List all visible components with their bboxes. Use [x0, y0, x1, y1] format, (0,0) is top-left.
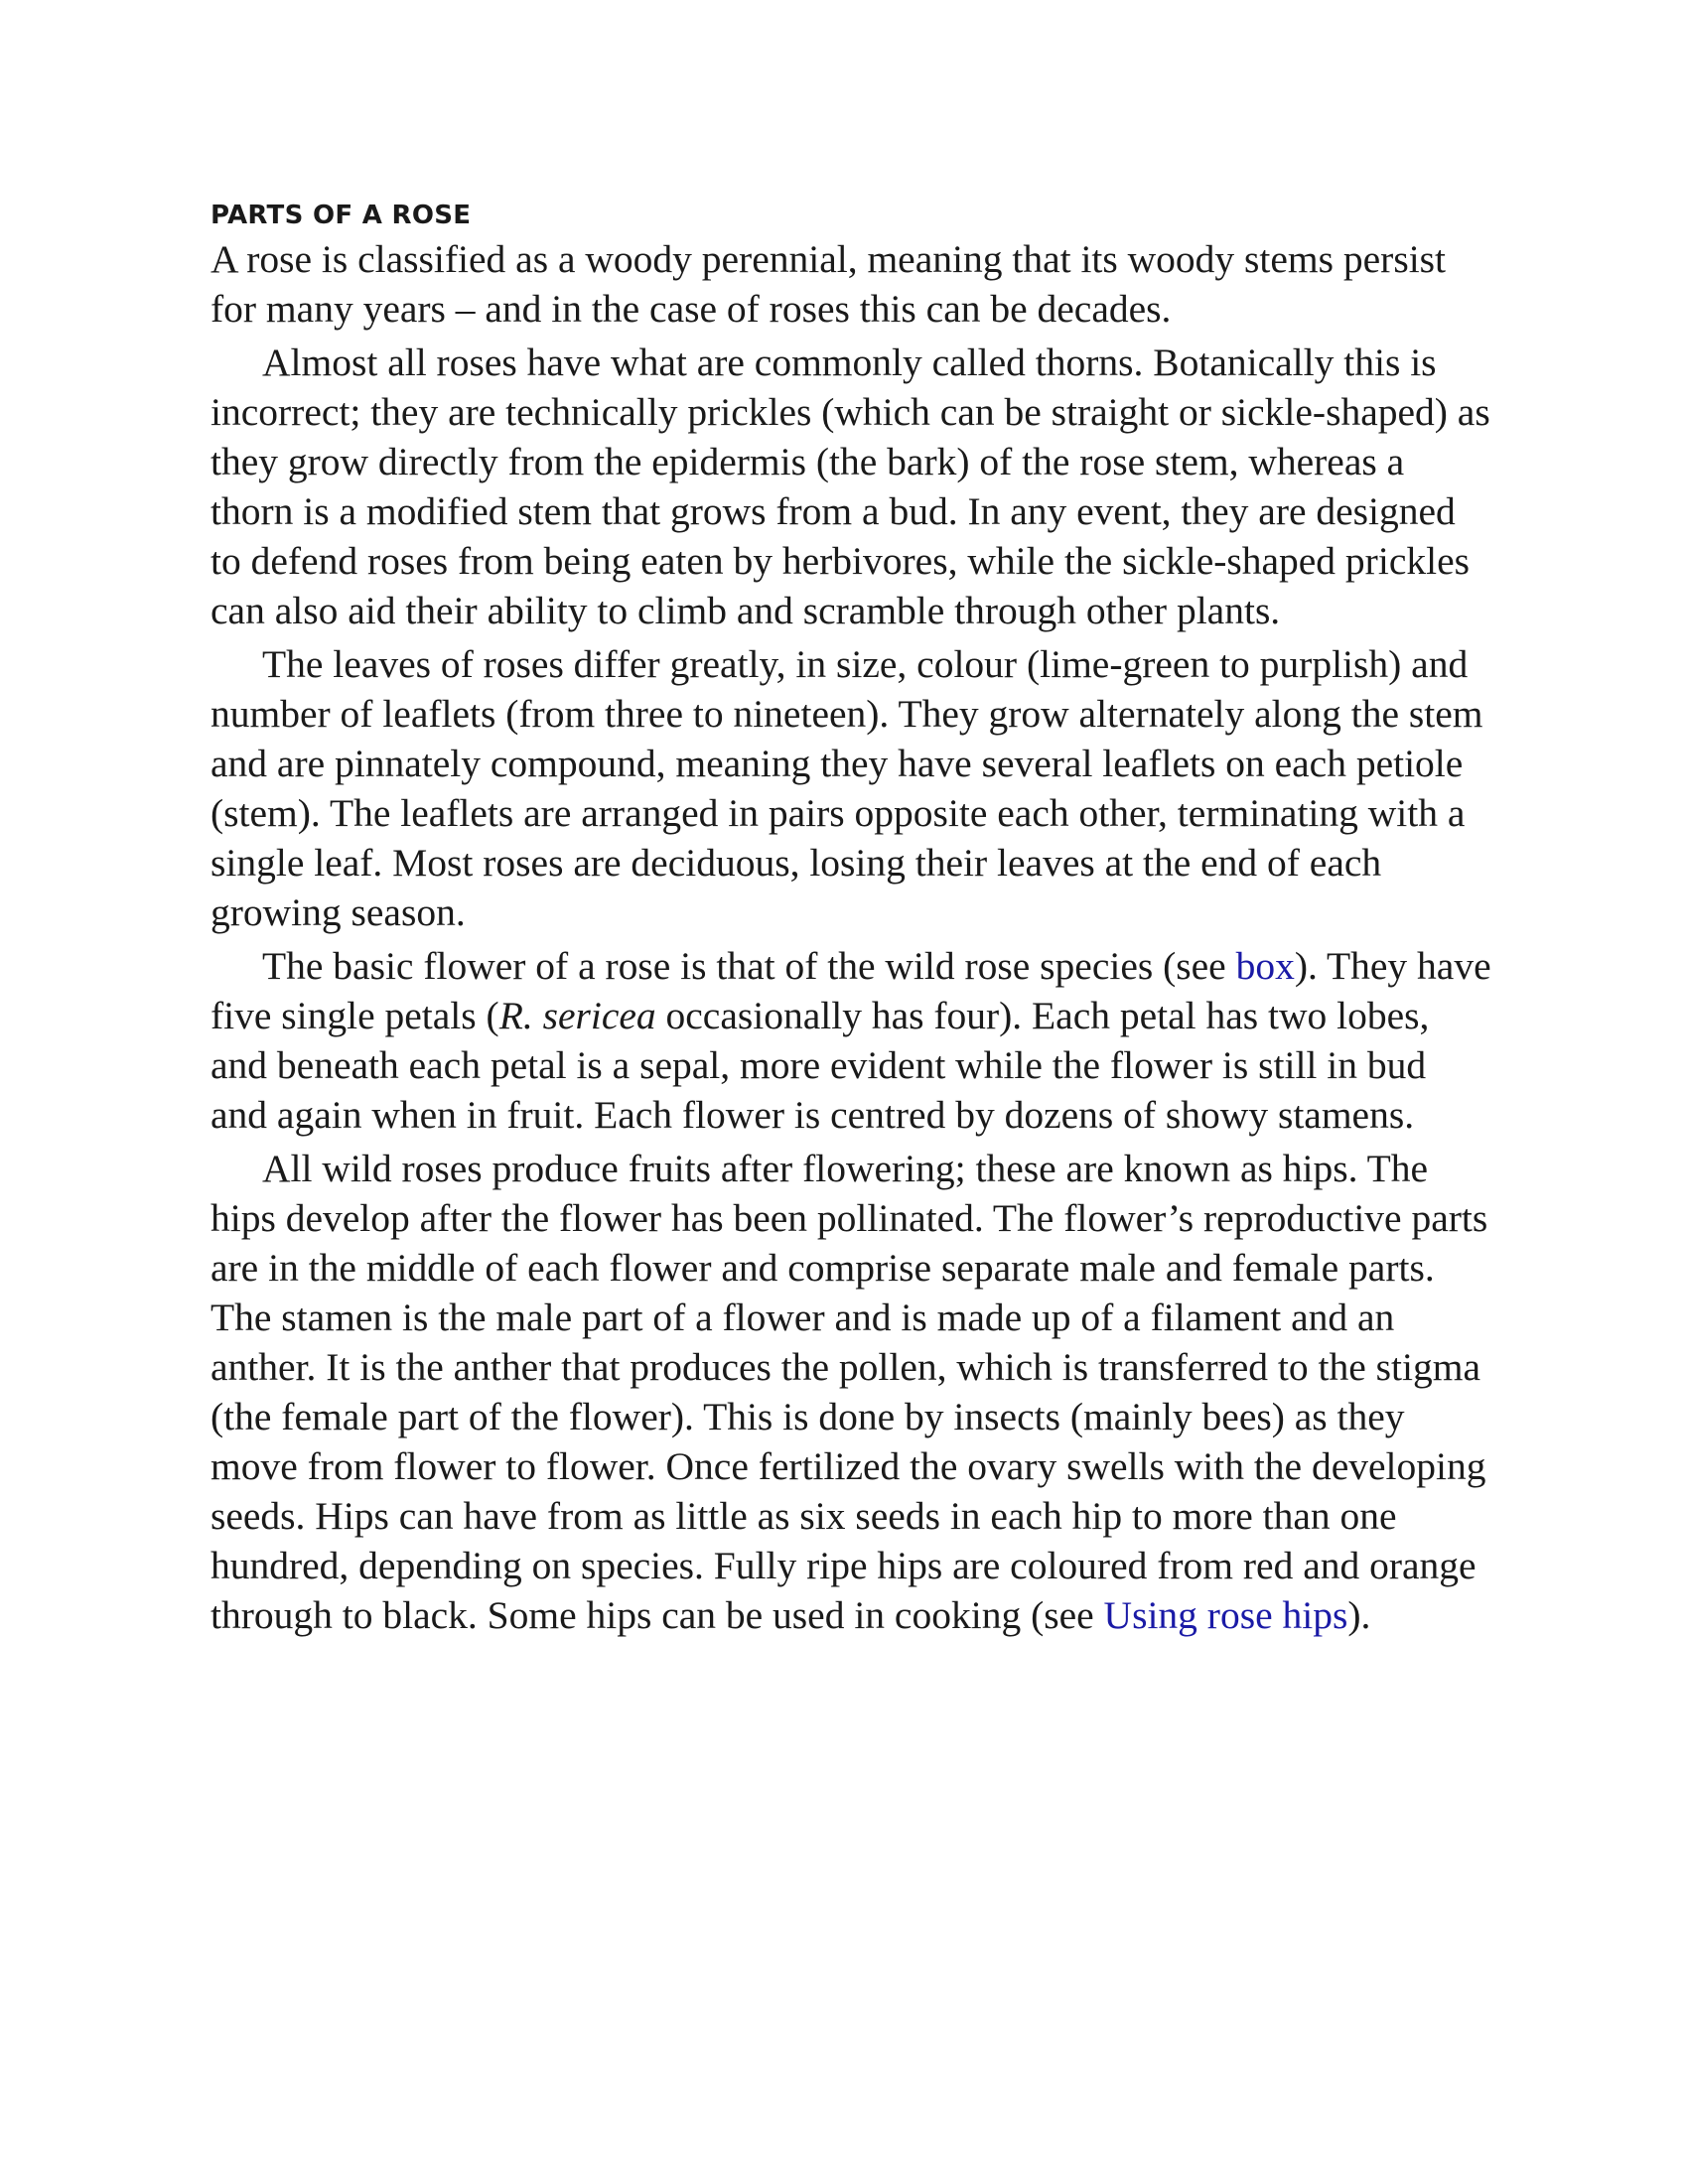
paragraph-flower-text-1: The basic flower of a rose is that of the wild rose species (see — [262, 944, 1236, 988]
paragraph-flower-text-2: ). They have five single petals ( — [211, 944, 1491, 1037]
paragraph-thorns: Almost all roses have what are commonly called thorns. Botanically this is incorrect; they are technically prickles (which can be straight or sickle-shaped) as they grow directly from the epidermis (the bark) of the rose stem, whereas a thorn is a modified stem that grows from a bud. In any event, they are designed to defend roses from being eaten by herbivores, while the sickle-shaped prickles can also aid their ability to climb and scramble through other plants. — [211, 341, 1490, 632]
paragraph-hips-text-2: ). — [1347, 1593, 1371, 1637]
paragraph-hips-text-1: All wild roses produce fruits after flowering; these are known as hips. The hips develop after the flower has been pollinated. The flower’s reproductive parts are in the middle of each flower and comprise separate male and female parts. The stamen is the male part of a flower and is made up of a filament and an anther. It is the anther that produces the pollen, which is transferred to the stigma (the female part of the flower). This is done by insects (mainly bees) as they move from flower to flower. Once fertilized the ovary swells with the developing seeds. Hips can have from as little as six seeds in each hip to more than one hundred, depending on species. Fully ripe hips are coloured from red and orange through to black. Some hips can be used in cooking (see — [211, 1147, 1488, 1637]
species-name: R. sericea — [498, 994, 656, 1037]
paragraph-flower — [211, 941, 1491, 1140]
section-heading: PARTS OF A ROSE — [211, 201, 472, 230]
box-link[interactable]: box — [1235, 944, 1295, 988]
paragraph-hips — [211, 1144, 1491, 1640]
using-rose-hips-link[interactable]: Using rose hips — [1103, 1593, 1348, 1637]
paragraph-flower-text-3: occasionally has four). Each petal has two lobes, and beneath each petal is a sepal, more evident while the flower is still in bud and again when in fruit. Each flower is centred by dozens of showy stamens. — [211, 994, 1430, 1137]
page-content — [211, 199, 1491, 1644]
paragraph-leaves: The leaves of roses differ greatly, in size, colour (lime-green to purplish) and number of leaflets (from three to nineteen). They grow alternately along the stem and are pinnately compound, meaning they have several leaflets on each petiole (stem). The leaflets are arranged in pairs opposite each other, terminating with a single leaf. Most roses are deciduous, losing their leaves at the end of each growing season. — [211, 642, 1483, 934]
paragraph-intro: A rose is classified as a woody perennial, meaning that its woody stems persist for many years – and in the case of roses this can be decades. — [211, 237, 1447, 331]
